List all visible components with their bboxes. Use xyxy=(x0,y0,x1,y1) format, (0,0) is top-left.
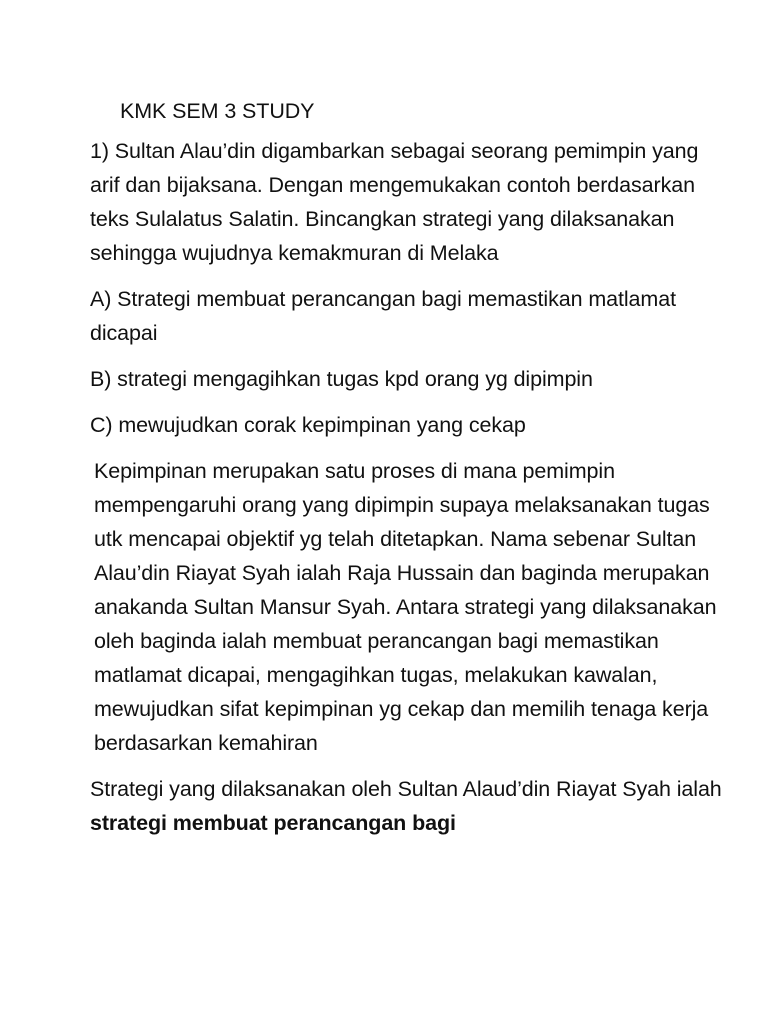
document-page xyxy=(90,94,730,852)
closing-paragraph-bold: strategi membuat perancangan bagi xyxy=(90,811,456,835)
closing-paragraph-plain: Strategi yang dilaksanakan oleh Sultan Alaud’din Riayat Syah ialah xyxy=(90,777,722,801)
point-b: B) strategi mengagihkan tugas kpd orang yg dipimpin xyxy=(90,367,593,391)
question-paragraph: 1) Sultan Alau’din digambarkan sebagai seorang pemimpin yang arif dan bijaksana. Dengan mengemukakan contoh berdasarkan teks Sulalatus Salatin. Bincangkan strategi yang dilaksanakan sehingga wujudnya kemakmuran di Melaka xyxy=(90,139,699,265)
point-a: A) Strategi membuat perancangan bagi memastikan matlamat dicapai xyxy=(90,287,676,345)
body-paragraph: Kepimpinan merupakan satu proses di mana pemimpin mempengaruhi orang yang dipimpin supaya melaksanakan tugas utk mencapai objektif yg telah ditetapkan. Nama sebenar Sultan Alau’din Riayat Syah ialah Raja Hussain dan baginda merupakan anakanda Sultan Mansur Syah. Antara strategi yang dilaksanakan oleh baginda ialah membuat perancangan bagi memastikan matlamat dicapai, mengagihkan tugas, melakukan kawalan, mewujudkan sifat kepimpinan yg cekap dan memilih tenaga kerja berdasarkan kemahiran xyxy=(94,459,717,755)
closing-paragraph xyxy=(90,772,730,840)
point-c: C) mewujudkan corak kepimpinan yang cekap xyxy=(90,413,526,437)
document-title: KMK SEM 3 STUDY xyxy=(120,99,315,123)
